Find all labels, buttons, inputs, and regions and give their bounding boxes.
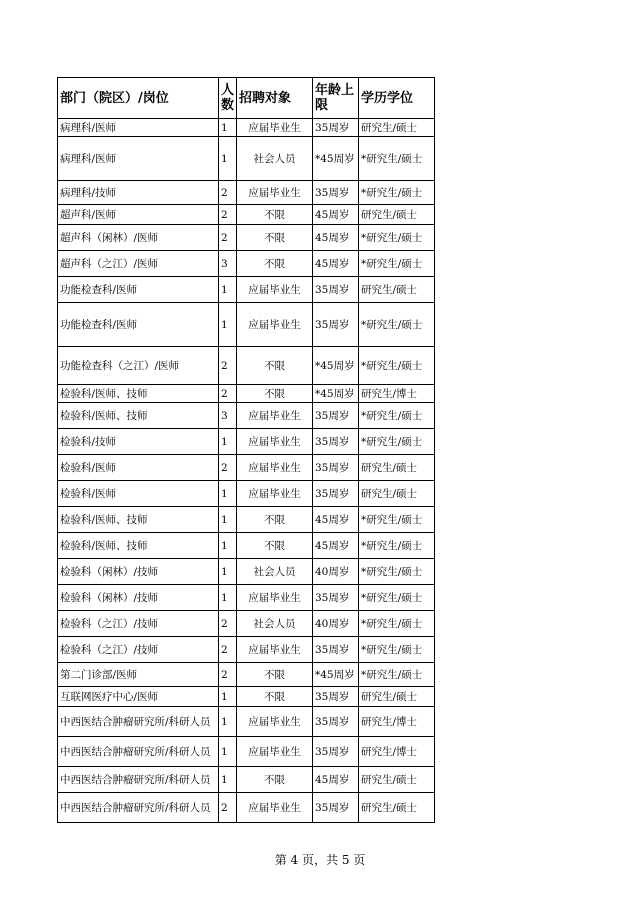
cell-dept: 超声科/医师 [58,205,219,225]
cell-target: 不限 [237,767,313,793]
cell-num: 1 [219,303,237,347]
cell-age: 45周岁 [313,533,359,559]
cell-edu: *研究生/硕士 [359,181,435,205]
cell-target: 应届毕业生 [237,119,313,137]
cell-num: 1 [219,481,237,507]
cell-edu: *研究生/硕士 [359,347,435,385]
cell-age: 35周岁 [313,455,359,481]
table-row [58,707,435,737]
cell-age: 40周岁 [313,611,359,637]
cell-dept: 检验科/技师 [58,429,219,455]
cell-edu: *研究生/硕士 [359,251,435,277]
cell-target: 社会人员 [237,137,313,181]
cell-age: 45周岁 [313,225,359,251]
header-target: 招聘对象 [237,78,313,119]
table-row [58,181,435,205]
cell-dept: 中西医结合肿瘤研究所/科研人员 [58,707,219,737]
cell-target: 应届毕业生 [237,303,313,347]
cell-edu: 研究生/硕士 [359,687,435,707]
cell-age: 35周岁 [313,737,359,767]
table-row [58,251,435,277]
cell-num: 1 [219,559,237,585]
table-row [58,205,435,225]
cell-num: 2 [219,663,237,687]
cell-age: 35周岁 [313,707,359,737]
table-row [58,559,435,585]
cell-target: 不限 [237,251,313,277]
cell-target: 不限 [237,347,313,385]
cell-num: 2 [219,181,237,205]
cell-target: 社会人员 [237,559,313,585]
cell-age: 45周岁 [313,767,359,793]
cell-dept: 中西医结合肿瘤研究所/科研人员 [58,737,219,767]
table-row [58,793,435,823]
table-row [58,385,435,403]
cell-edu: 研究生/硕士 [359,205,435,225]
cell-age: 35周岁 [313,585,359,611]
cell-edu: 研究生/博士 [359,707,435,737]
cell-edu: 研究生/硕士 [359,767,435,793]
cell-dept: 第二门诊部/医师 [58,663,219,687]
cell-num: 1 [219,507,237,533]
cell-num: 1 [219,137,237,181]
cell-target: 不限 [237,663,313,687]
cell-dept: 检验科/医师 [58,455,219,481]
cell-num: 2 [219,385,237,403]
cell-age: *45周岁 [313,663,359,687]
header-age: 年龄上限 [313,78,359,119]
cell-target: 不限 [237,687,313,707]
table-row [58,429,435,455]
cell-num: 2 [219,637,237,663]
cell-target: 应届毕业生 [237,793,313,823]
cell-target: 应届毕业生 [237,277,313,303]
cell-num: 1 [219,737,237,767]
cell-edu: 研究生/硕士 [359,119,435,137]
cell-target: 应届毕业生 [237,585,313,611]
cell-edu: 研究生/硕士 [359,277,435,303]
cell-age: 35周岁 [313,119,359,137]
cell-edu: *研究生/硕士 [359,137,435,181]
cell-age: 40周岁 [313,559,359,585]
cell-edu: *研究生/硕士 [359,585,435,611]
cell-age: 45周岁 [313,205,359,225]
table-row [58,481,435,507]
cell-age: 35周岁 [313,181,359,205]
cell-target: 不限 [237,205,313,225]
cell-age: 35周岁 [313,793,359,823]
cell-age: 45周岁 [313,507,359,533]
cell-edu: 研究生/硕士 [359,481,435,507]
table-row [58,533,435,559]
table-row [58,455,435,481]
header-dept: 部门（院区）/岗位 [58,78,219,119]
cell-dept: 功能检查科/医师 [58,303,219,347]
cell-age: 35周岁 [313,687,359,707]
table-row [58,637,435,663]
header-row [58,78,435,119]
cell-target: 不限 [237,225,313,251]
cell-target: 应届毕业生 [237,181,313,205]
cell-dept: 中西医结合肿瘤研究所/科研人员 [58,793,219,823]
header-edu: 学历学位 [359,78,435,119]
cell-num: 3 [219,403,237,429]
table-row [58,303,435,347]
cell-edu: *研究生/硕士 [359,637,435,663]
cell-edu: *研究生/硕士 [359,533,435,559]
cell-age: 35周岁 [313,303,359,347]
cell-edu: *研究生/硕士 [359,507,435,533]
table-row [58,767,435,793]
cell-dept: 检验科/医师、技师 [58,507,219,533]
cell-edu: 研究生/硕士 [359,455,435,481]
cell-num: 1 [219,687,237,707]
cell-target: 不限 [237,507,313,533]
cell-target: 应届毕业生 [237,707,313,737]
cell-age: *45周岁 [313,347,359,385]
table-row [58,663,435,687]
cell-num: 1 [219,277,237,303]
table-row [58,585,435,611]
header-num: 人数 [219,78,237,119]
cell-target: 应届毕业生 [237,481,313,507]
cell-num: 2 [219,611,237,637]
cell-age: *45周岁 [313,385,359,403]
cell-num: 1 [219,585,237,611]
cell-dept: 中西医结合肿瘤研究所/科研人员 [58,767,219,793]
table-row [58,119,435,137]
table-row [58,507,435,533]
cell-age: 35周岁 [313,637,359,663]
cell-edu: 研究生/硕士 [359,793,435,823]
cell-num: 1 [219,767,237,793]
table-body [58,119,435,823]
cell-dept: 检验科（之江）/技师 [58,637,219,663]
table-row [58,403,435,429]
cell-age: 35周岁 [313,403,359,429]
cell-dept: 病理科/医师 [58,137,219,181]
table-row [58,225,435,251]
cell-edu: *研究生/硕士 [359,429,435,455]
cell-num: 2 [219,793,237,823]
cell-dept: 检验科/医师、技师 [58,385,219,403]
cell-edu: *研究生/硕士 [359,225,435,251]
cell-dept: 检验科/医师、技师 [58,533,219,559]
cell-edu: 研究生/博士 [359,737,435,767]
cell-edu: *研究生/硕士 [359,303,435,347]
cell-age: 35周岁 [313,481,359,507]
cell-dept: 检验科（之江）/技师 [58,611,219,637]
table-row [58,277,435,303]
cell-num: 2 [219,455,237,481]
table-row [58,137,435,181]
cell-age: 45周岁 [313,251,359,277]
cell-edu: *研究生/硕士 [359,611,435,637]
cell-dept: 检验科（闲林）/技师 [58,585,219,611]
cell-dept: 超声科（闲林）/医师 [58,225,219,251]
cell-dept: 超声科（之江）/医师 [58,251,219,277]
table-row [58,737,435,767]
cell-num: 1 [219,707,237,737]
cell-edu: *研究生/硕士 [359,663,435,687]
cell-target: 应届毕业生 [237,429,313,455]
recruitment-table [57,77,435,823]
cell-age: *45周岁 [313,137,359,181]
table-row [58,687,435,707]
table-row [58,611,435,637]
cell-dept: 检验科（闲林）/技师 [58,559,219,585]
cell-age: 35周岁 [313,277,359,303]
cell-num: 3 [219,251,237,277]
table-row [58,347,435,385]
cell-num: 1 [219,429,237,455]
page-number: 第 4 页，共 5 页 [274,853,366,867]
cell-edu: *研究生/硕士 [359,403,435,429]
cell-target: 应届毕业生 [237,455,313,481]
cell-dept: 互联网医疗中心/医师 [58,687,219,707]
cell-num: 1 [219,119,237,137]
cell-num: 2 [219,225,237,251]
cell-target: 应届毕业生 [237,403,313,429]
cell-target: 不限 [237,533,313,559]
cell-target: 社会人员 [237,611,313,637]
cell-target: 应届毕业生 [237,737,313,767]
cell-num: 2 [219,347,237,385]
cell-num: 1 [219,533,237,559]
cell-dept: 功能检查科/医师 [58,277,219,303]
cell-target: 不限 [237,385,313,403]
cell-dept: 检验科/医师、技师 [58,403,219,429]
cell-edu: 研究生/博士 [359,385,435,403]
cell-age: 35周岁 [313,429,359,455]
cell-target: 应届毕业生 [237,637,313,663]
cell-dept: 检验科/医师 [58,481,219,507]
cell-edu: *研究生/硕士 [359,559,435,585]
cell-dept: 功能检查科（之江）/医师 [58,347,219,385]
cell-dept: 病理科/医师 [58,119,219,137]
cell-num: 2 [219,205,237,225]
cell-dept: 病理科/技师 [58,181,219,205]
